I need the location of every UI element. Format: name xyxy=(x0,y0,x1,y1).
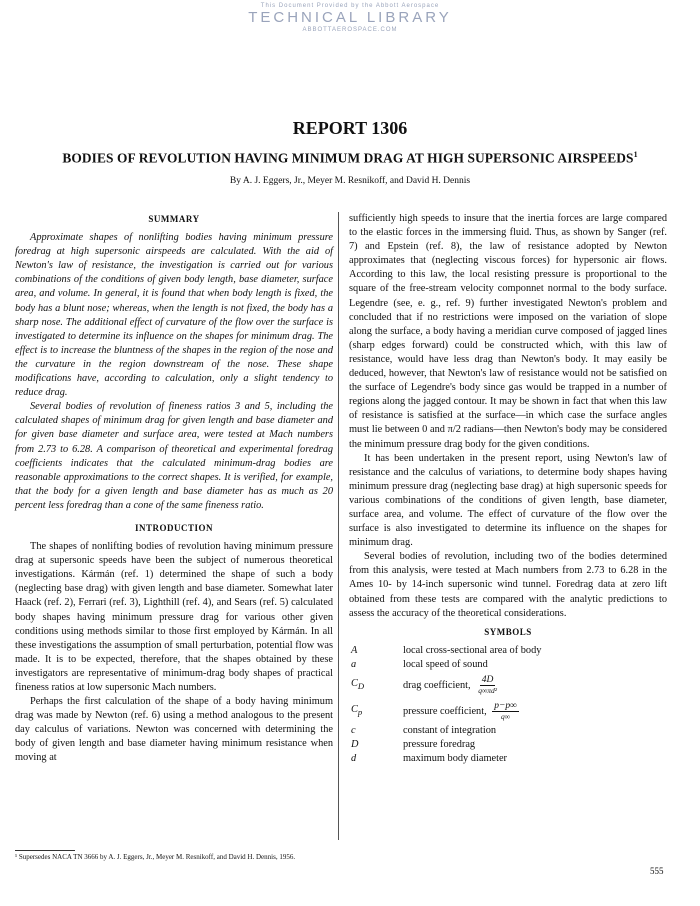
symbol-definition: local cross-sectional area of body xyxy=(403,644,542,656)
footnote-rule xyxy=(15,850,75,851)
symbol: A xyxy=(351,644,358,656)
symbol-row xyxy=(349,738,667,752)
title-footnote-mark: 1 xyxy=(633,150,638,159)
watermark xyxy=(0,2,700,34)
symbol-definition: local speed of sound xyxy=(403,658,488,670)
symbol-row xyxy=(349,724,667,738)
symbol-row xyxy=(349,658,667,672)
symbol-row xyxy=(349,698,667,724)
summary-heading: SUMMARY xyxy=(148,214,200,224)
symbol: D xyxy=(351,739,359,751)
left-column xyxy=(15,212,333,766)
symbols-list xyxy=(349,644,667,766)
symbol-base: C xyxy=(351,677,358,689)
symbol-definition-text: drag coefficient, xyxy=(403,679,471,691)
symbol-definition: maximum body diameter xyxy=(403,753,507,765)
symbol-row xyxy=(349,752,667,766)
watermark-url: ABBOTTAEROSPACE.COM xyxy=(302,27,398,33)
symbol-row xyxy=(349,672,667,698)
footnote: ¹ Supersedes NACA TN 3666 by A. J. Eggers, Jr., Meyer M. Resnikoff, and David H. Dennis, 1956. xyxy=(15,853,296,861)
summary-section xyxy=(15,212,333,513)
right-column xyxy=(349,212,667,766)
symbol: a xyxy=(351,658,357,670)
summary-paragraph: Several bodies of revolution of fineness ratios 3 and 5, including the calculated shapes of minimum drag for given length and base diameter and for given base diameter and surface area, were tested at Mach numbers from 2.73 to 6.28. A comparison of theoretical and experimental foredrag coefficients indicates that the calculated minimum-drag bodies are reasonable approximations to the correct shapes. It is verified, for example, that the body for a given length and base diameter has as much as 20 percent less foredrag than a cone of the same fineness ratio. xyxy=(15,401,333,511)
symbols-heading: SYMBOLS xyxy=(484,626,532,637)
column-divider xyxy=(338,212,339,840)
formula-denominator: q∞πd² xyxy=(478,685,498,695)
symbol-definition xyxy=(403,675,667,696)
symbol: d xyxy=(351,753,357,765)
symbol-subscript: D xyxy=(357,680,365,691)
formula-denominator: q∞ xyxy=(501,711,511,721)
formula-numerator: 4D xyxy=(481,674,494,685)
symbol: c xyxy=(351,725,356,736)
symbol xyxy=(349,677,403,693)
symbol-row xyxy=(349,644,667,658)
paper-title-text: BODIES OF REVOLUTION HAVING MINIMUM DRAG AT HIGH SUPERSONIC AIRSPEEDS xyxy=(62,150,634,166)
body-paragraph: Several bodies of revolution, including two of the bodies determined from this analysis, were tested at Mach numbers from 2.73 to 6.28 in the Ames 10- by 14-inch supersonic wind tunnel. Foredrag data at zero lift obtained from these tests are compared with the analytic predictions to assess the accuracy of the theoretical considerations. xyxy=(349,551,667,619)
symbol-definition-text: pressure coefficient, xyxy=(403,705,487,717)
watermark-top-line: This Document Provided by the Abbott Aerospace xyxy=(260,3,440,9)
paper-title xyxy=(20,150,680,166)
symbol-definition: pressure foredrag xyxy=(403,739,476,751)
continued-paragraph: sufficiently high speeds to insure that the inertia forces are large compared to the elastic forces in the immersing fluid. Thus, as shown by Sanger (ref. 7) and Epstein (ref. 8), the law of resistance adopted by Newton approximates that (neglecting viscous forces) for hypersonic air flows. According to this law, the local resisting pressure is proportional to the square of the free-stream velocity componnet normal to the body surface. Legendre (see, e. g., ref. 9) further investigated Newton's problem and concluded that if no restrictions were imposed on the variation of slope along the surface, a body having a meridian curve composed of jagged lines (sharp edges forward) could be constructed which, with this law of resistance, would have less drag than Newton's body. It may easily be deduced, however, that Newton's law of resistance would not be satisfied on the surface of Legendre's body since gas would be trapped in a number of regions along the jagged contour. It may be shown in fact that when this law of resistance is satisfied at the surface—in which case the surface angles must lie between 0 and π/2 radians—then Newton's body may be considered the minimum pressure drag body for the given conditions. xyxy=(349,213,667,450)
introduction-paragraph: Perhaps the first calculation of the shape of a body having minimum drag was made by Newton (ref. 6) using a method analogous to the present day calculus of variations. Newton was concerned with determining the body of given length and base diameter having minimum resistance when moving at xyxy=(15,696,333,764)
body-paragraph: It has been undertaken in the present report, using Newton's law of resistance and the calculus of variations, to determine body shapes having minimum pressure drag (neglecting base drag) at high supersonic speeds for various combinations of the conditions of given length, base diameter, surface area, and volume. The effect of curvature of the flow over the surface is also investigated to determine its influence on the shapes for minimum drag. xyxy=(349,452,667,549)
symbol-subscript: p xyxy=(357,706,363,717)
pressure-coefficient-formula xyxy=(492,701,519,722)
formula-numerator: p−p∞ xyxy=(494,700,517,711)
introduction-paragraph: The shapes of nonlifting bodies of revolution having minimum pressure drag at supersonic speeds have been the subject of numerous theoretical investigations. Kármán (ref. 1) determined the shape of such a body (neglecting base drag) with given length and base diameter. Somewhat later Haack (ref. 2), Ferrari (ref. 3), Lighthill (ref. 4), and Sears (ref. 5) calculated body shapes having minimum pressure drag for various other given conditions using methods similar to those first employed by Kármán. In all these investigations the assumption of small perturbation, potential flow was made. It is to be expected, therefore, that the shapes obtained by these investigators are representative of minimum-drag body shapes of practical fineness ratios at low supersonic Mach numbers. xyxy=(15,541,333,693)
report-number: REPORT 1306 xyxy=(292,118,408,138)
introduction-heading: INTRODUCTION xyxy=(134,522,213,533)
page-number: 555 xyxy=(650,866,664,876)
symbol-base: C xyxy=(351,703,358,715)
drag-coefficient-formula xyxy=(476,675,499,696)
introduction-section xyxy=(15,521,333,766)
authors: By A. J. Eggers, Jr., Meyer M. Resnikoff, and David H. Dennis xyxy=(229,176,471,186)
symbol-definition xyxy=(403,701,667,722)
watermark-library-name: TECHNICAL LIBRARY xyxy=(248,9,452,26)
summary-paragraph: Approximate shapes of nonlifting bodies having minimum pressure foredrag at high supersonic airspeeds are calculated. With the aid of Newton's law of resistance, the investigation is carried out for various combinations of the conditions of given body length, base diameter, surface area, and volume. In general, it is found that when body length is fixed, the body has a blunt nose; whereas, when the length is not fixed, the body has a sharp nose. The additional effect of curvature of the flow over the surface is investigated to determine its influence on the shapes for minimum drag. The effect is to increase the bluntness of the shapes in the region of the nose and the curvature in the region downstream of the nose. These shape modifications have, according to calculation, only a slight tendency to reduce drag. xyxy=(15,232,333,399)
symbol-definition: constant of integration xyxy=(403,725,497,736)
symbol xyxy=(349,703,403,719)
